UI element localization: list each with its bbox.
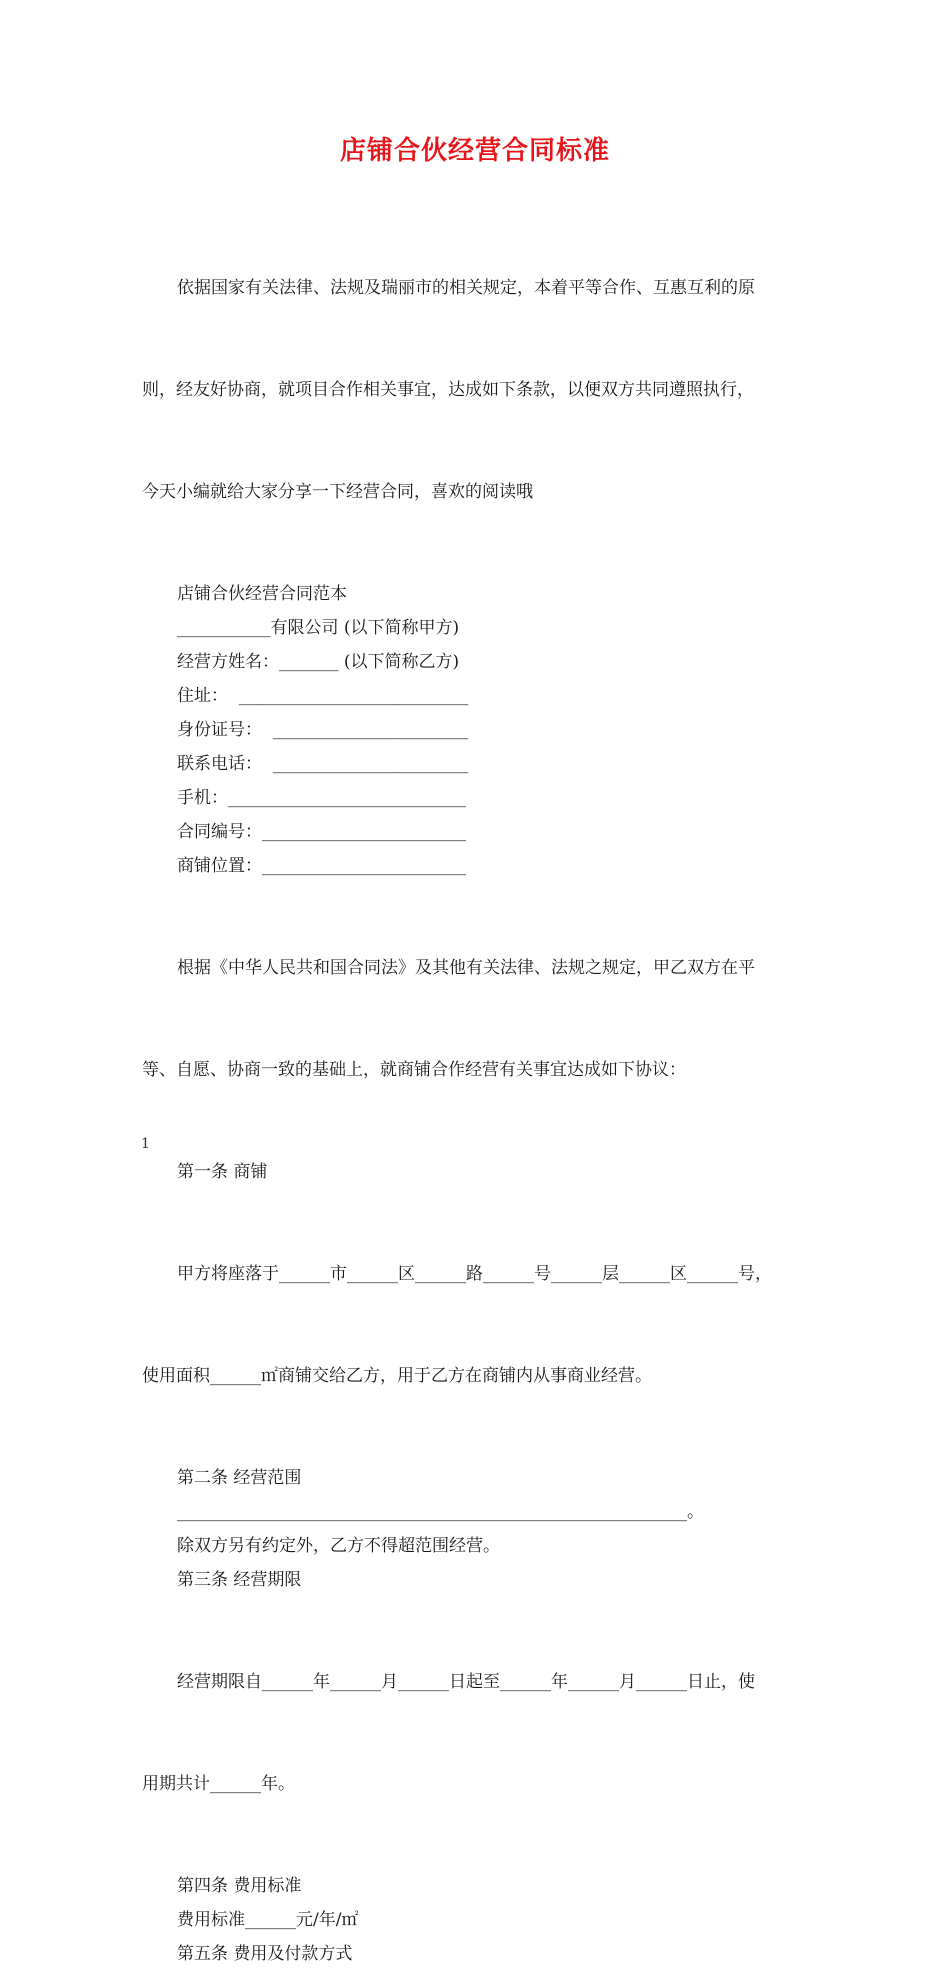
- basis-paragraph: [142, 883, 812, 1155]
- party-b-line: 经营方姓名：_______ (以下简称乙方): [177, 652, 460, 672]
- document-title: 店铺合伙经营合同标准: [339, 136, 610, 166]
- page-number: 1: [141, 1136, 150, 1152]
- article-1-title: 第一条 商铺: [177, 1162, 268, 1182]
- article-3-line: 经营期限自______年______月______日起至______年______月______日止，使: [177, 1672, 755, 1692]
- article-3-paragraph: [142, 1597, 812, 1869]
- basis-line: 根据《中华人民共和国合同法》及其他有关法律、法规之规定，甲乙双方在平: [177, 958, 755, 978]
- sample-heading: 店铺合伙经营合同范本: [177, 584, 347, 604]
- intro-line: 今天小编就给大家分享一下经营合同，喜欢的阅读哦: [142, 482, 533, 502]
- shop-location-line: 商铺位置：________________________: [177, 856, 466, 876]
- article-1-line: 使用面积______㎡商铺交给乙方，用于乙方在商铺内从事商业经营。: [142, 1366, 652, 1386]
- article-2-blank: ____________________________________________________________。: [177, 1502, 704, 1522]
- contact-phone-line: 联系电话： _______________________: [177, 754, 469, 774]
- article-2-note: 除双方另有约定外，乙方不得超范围经营。: [177, 1536, 500, 1556]
- intro-line: 则，经友好协商，就项目合作相关事宜，达成如下条款，以便双方共同遵照执行，: [142, 380, 754, 400]
- article-5-title: 第五条 费用及付款方式: [177, 1944, 353, 1964]
- article-2-title: 第二条 经营范围: [177, 1468, 302, 1488]
- intro-line: 依据国家有关法律、法规及瑞丽市的相关规定，本着平等合作、互惠互利的原: [177, 278, 755, 298]
- basis-line: 等、自愿、协商一致的基础上，就商铺合作经营有关事宜达成如下协议：: [142, 1060, 686, 1080]
- article-3-title: 第三条 经营期限: [177, 1570, 302, 1590]
- article-4-title: 第四条 费用标准: [177, 1876, 302, 1896]
- article-1-line: 甲方将座落于______市______区______路______号______层______区______号，: [177, 1264, 772, 1284]
- id-number-line: 身份证号： _______________________: [177, 720, 469, 740]
- mobile-line: 手机：____________________________: [177, 788, 466, 808]
- intro-paragraph: [142, 203, 812, 577]
- article-3-line: 用期共计______年。: [142, 1774, 295, 1794]
- address-line: 住址： ___________________________: [177, 686, 469, 706]
- contract-number-line: 合同编号：________________________: [177, 822, 466, 842]
- party-a-line: ___________有限公司 (以下简称甲方): [177, 618, 460, 638]
- article-4-text: 费用标准______元/年/㎡: [177, 1910, 359, 1930]
- document-body: [142, 203, 812, 1971]
